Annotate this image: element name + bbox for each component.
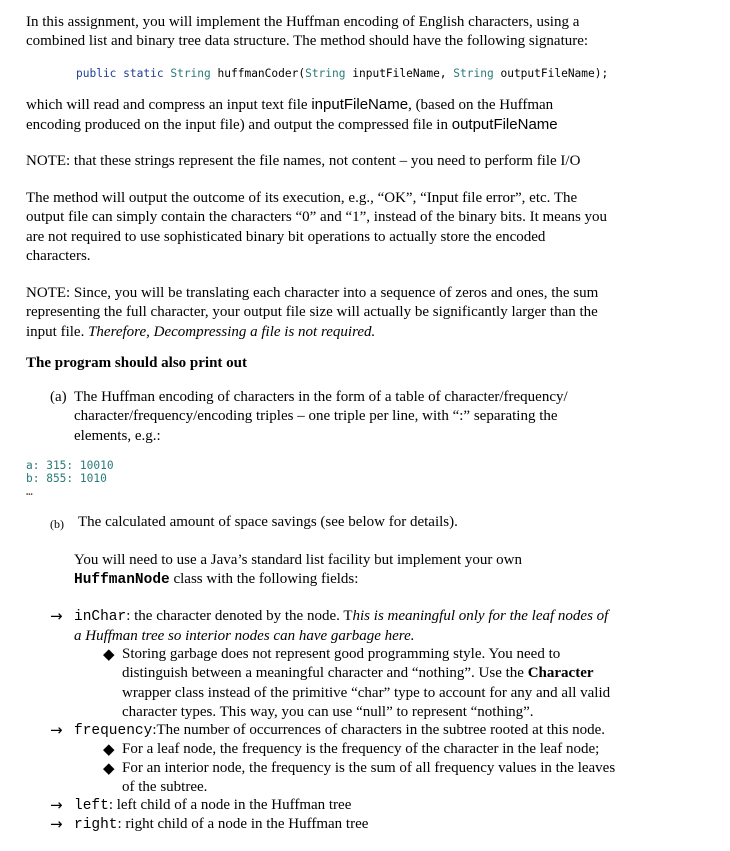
item-a-line: elements, e.g.: — [74, 427, 161, 444]
item-a-line: The Huffman encoding of characters in the form of a table of character/frequency/ — [74, 389, 568, 405]
arrow-icon: → — [50, 815, 63, 833]
arrow-icon: → — [50, 796, 63, 814]
subpoint-line: For an interior node, the frequency is the sum of all frequency values in the leaves — [122, 760, 616, 776]
field-desc: : right child of a node in the Huffman tree — [117, 816, 369, 832]
field-name-left: left — [74, 798, 109, 814]
field-name-frequency: frequency — [74, 723, 153, 739]
print-heading: The program should also print out — [26, 355, 248, 371]
field-desc: : the character denoted by the node. T — [126, 608, 353, 624]
list-line: class with the following fields: — [169, 571, 359, 588]
example-output — [26, 459, 114, 498]
subpoint-line: of the subtree. — [122, 779, 208, 796]
output-paragraph — [26, 189, 607, 266]
field-desc-emphasis: his is meaningful only for the leaf nodes of — [352, 608, 609, 624]
example-line-b: b: 855: 1010 — [26, 472, 107, 485]
keyword-public: public — [76, 67, 117, 80]
field-right-text — [74, 815, 368, 835]
item-b-text: The calculated amount of space savings (see below for details). — [78, 514, 458, 530]
diamond-bullet-icon: ◆ — [103, 740, 115, 758]
arrow-icon: → — [50, 607, 63, 625]
intro-paragraph — [26, 13, 588, 52]
term-character-class: Character — [527, 665, 594, 682]
method-name: huffmanCoder( — [217, 67, 306, 80]
description-text: which will read and compress an input text file — [26, 97, 312, 113]
description-paragraph — [26, 95, 558, 136]
field-name-right: right — [74, 817, 118, 833]
example-ellipsis: … — [26, 485, 33, 498]
term-inputfilename: inputFileName — [311, 96, 409, 113]
diamond-bullet-icon: ◆ — [103, 759, 115, 777]
field-desc-emphasis: a Huffman tree so interior nodes can have garbage here. — [74, 628, 415, 645]
output-line: The method will output the outcome of its execution, e.g., “OK”, “Input file error”, etc. The — [26, 190, 578, 206]
intro-line-2: combined list and binary tree data structure. The method should have the following signature: — [26, 33, 589, 50]
list-paragraph — [74, 551, 522, 591]
diamond-bullet-icon: ◆ — [103, 645, 115, 663]
field-inchar-subpoint — [122, 645, 610, 722]
subpoint-line: wrapper class instead of the primitive “char” type to account for any and all valid — [122, 684, 611, 701]
note-decompression — [26, 284, 598, 342]
method-signature — [76, 67, 608, 80]
field-frequency-subpoint-interior — [122, 759, 615, 798]
note-line: NOTE: Since, you will be translating each character into a sequence of zeros and ones, the sum — [26, 285, 599, 301]
subpoint-line: Storing garbage does not represent good programming style. You need to — [122, 646, 561, 662]
output-line: output file can simply contain the characters “0” and “1”, instead of the binary bits. It means you — [26, 209, 608, 226]
output-line: characters. — [26, 247, 91, 264]
keyword-static: static — [123, 67, 164, 80]
subpoint-line: distinguish between a meaningful character and “nothing”. Use the — [122, 665, 528, 682]
return-type: String — [170, 67, 211, 80]
param-name-1: inputFileName, — [352, 67, 447, 80]
field-inchar-text — [74, 607, 608, 647]
item-a-text — [74, 388, 568, 446]
arrow-icon: → — [50, 721, 63, 739]
note-emphasis: Therefore, Decompressing a file is not required. — [88, 323, 376, 340]
description-text: , (based on the Huffman — [408, 97, 554, 113]
item-a-line: character/frequency/encoding triples – one triple per line, with “:” separating the — [74, 408, 558, 425]
note-file-io: NOTE: that these strings represent the file names, not content – you need to perform file I/O — [26, 153, 581, 169]
field-frequency-subpoint-leaf: For a leaf node, the frequency is the frequency of the character in the leaf node; — [122, 741, 600, 757]
note-line: representing the full character, your output file size will actually be significantly larger than the — [26, 304, 598, 321]
output-line: are not required to use sophisticated binary bit operations to actually store the encoded — [26, 228, 546, 245]
intro-line-1: In this assignment, you will implement the Huffman encoding of English characters, using a — [26, 14, 580, 30]
list-line: You will need to use a Java’s standard list facility but implement your own — [74, 552, 522, 568]
item-b-label: (b) — [50, 517, 64, 531]
param-name-2: outputFileName); — [500, 67, 609, 80]
field-frequency-text — [74, 721, 605, 741]
term-outputfilename: outputFileName — [451, 116, 558, 134]
param-type-2: String — [453, 67, 494, 80]
item-a-label: (a) — [50, 389, 67, 405]
field-desc: :The number of occurrences of characters in the subtree rooted at this node. — [152, 722, 606, 738]
field-desc: : left child of a node in the Huffman tree — [108, 797, 352, 813]
example-line-a: a: 315: 10010 — [26, 459, 114, 472]
description-text: encoding produced on the input file) and output the compressed file in — [26, 117, 452, 134]
field-name-inchar: inChar — [74, 609, 127, 625]
subpoint-line: character types. This way, you can use “null” to represent “nothing”. — [122, 703, 534, 720]
class-name-huffmannode: HuffmanNode — [74, 572, 170, 589]
note-line: input file. — [26, 323, 89, 340]
param-type-1: String — [305, 67, 346, 80]
field-left-text — [74, 796, 351, 816]
